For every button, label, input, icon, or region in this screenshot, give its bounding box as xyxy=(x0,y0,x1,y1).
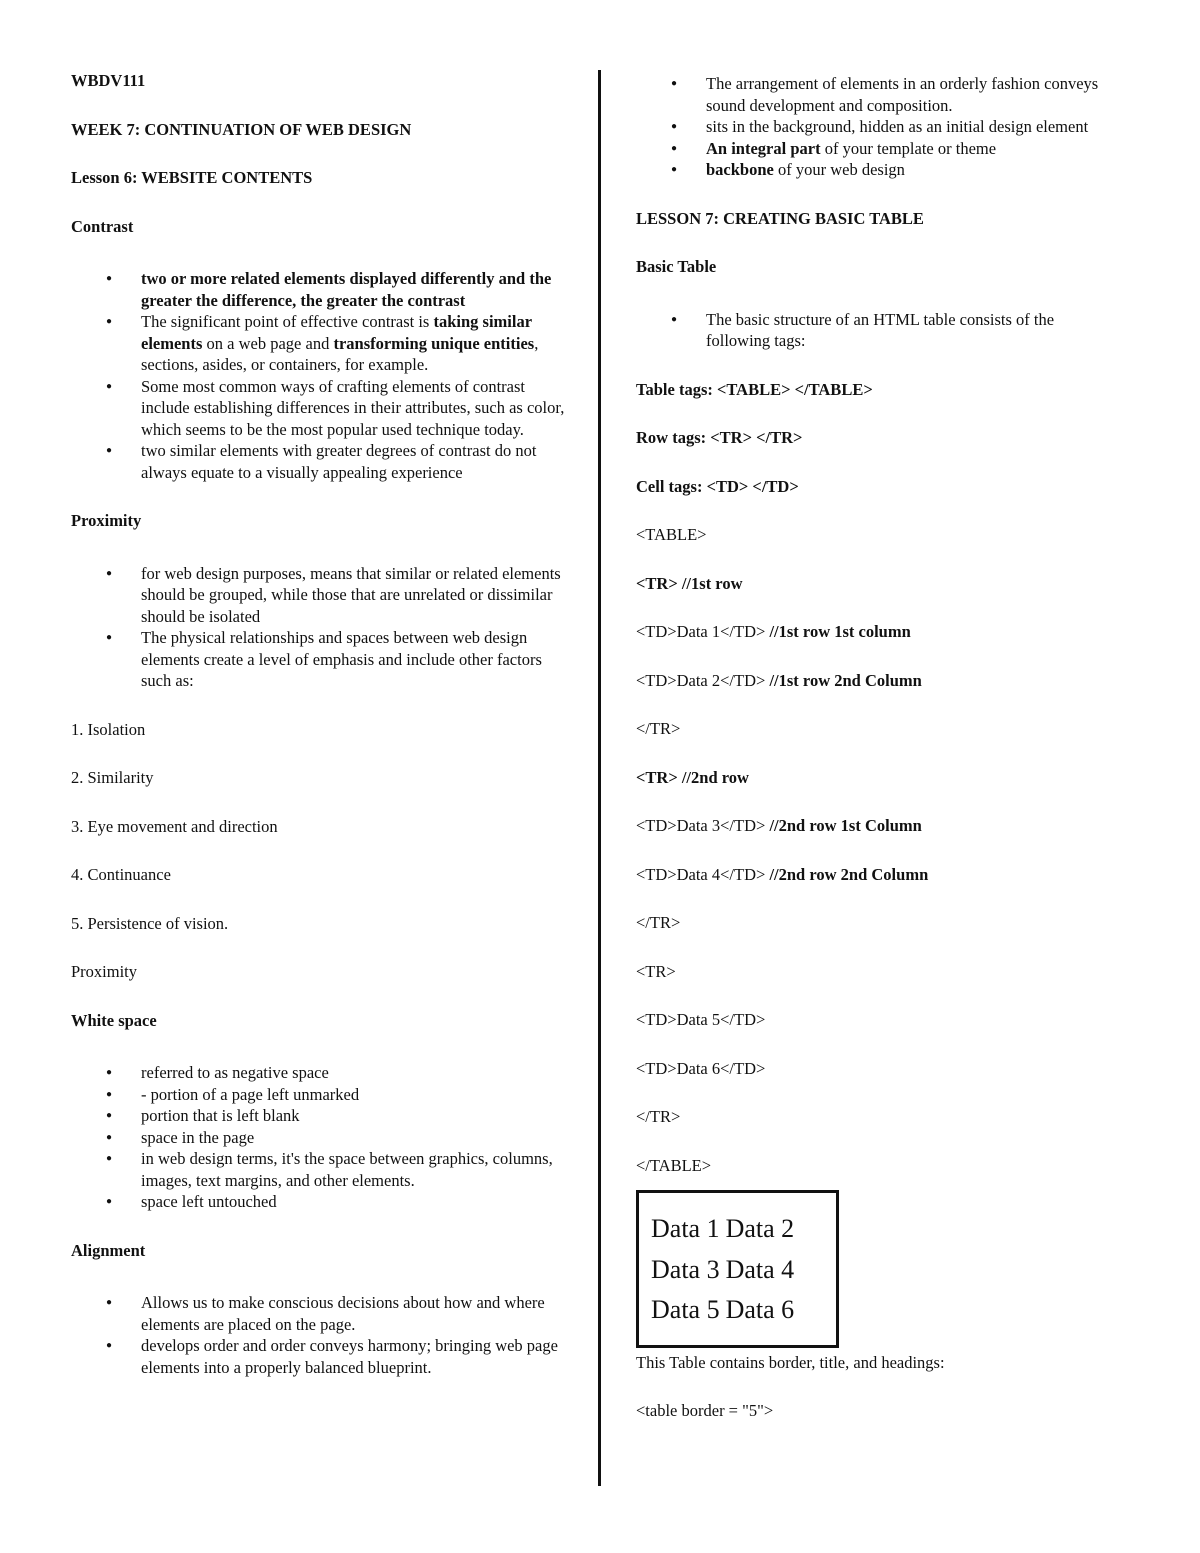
list-item: ● The physical relationships and spaces between web design elements create a level of emphasis and include other factors such as: xyxy=(106,627,576,692)
proximity-label: Proximity xyxy=(71,962,138,981)
code-line: Cell tags: <TD> </TD> xyxy=(636,476,799,496)
contrast-heading: Contrast xyxy=(71,216,134,236)
factor-1: 1. Isolation xyxy=(71,719,146,739)
basic-table-heading: Basic Table xyxy=(636,257,717,276)
list-item: ● two similar elements with greater degrees of contrast do not always equate to a visually appealing experience xyxy=(106,440,576,483)
table-cell: Data 5 xyxy=(651,1295,720,1324)
table-cell: Data 2 xyxy=(725,1214,795,1243)
lesson-title: Lesson 6: WEBSITE CONTENTS xyxy=(71,168,313,187)
code-line: </TR> xyxy=(636,913,681,932)
list-item: ● develops order and order conveys harmony; bringing web page elements into a properly balanced blueprint. xyxy=(106,1335,576,1378)
list-item: ● backbone of your web design xyxy=(671,159,1116,181)
code-line-text: <TD>Data 1</TD> //1st row 1st column xyxy=(636,622,911,641)
code-line: <TD>Data 2</TD> //1st row 2nd Column xyxy=(636,670,922,690)
whitespace-heading: White space xyxy=(71,1010,157,1030)
course-code: WBDV111 xyxy=(71,71,146,90)
contrast-list xyxy=(106,268,576,483)
right-column xyxy=(636,73,1116,1422)
code-line: <table border = "5"> xyxy=(636,1401,774,1420)
code-line: <TD>Data 6</TD> xyxy=(636,1058,766,1078)
code-line: Row tags: <TR> </TR> xyxy=(636,428,803,447)
list-item: ● The arrangement of elements in an orderly fashion conveys sound development and composition. xyxy=(671,73,1116,116)
alignment-list xyxy=(106,1292,576,1378)
list-item: ● in web design terms, it's the space between graphics, columns, images, text margins, and other elements. xyxy=(106,1148,576,1191)
list-item: ● An integral part of your template or theme xyxy=(671,138,1116,160)
column-divider xyxy=(598,70,601,1486)
table-row xyxy=(651,1250,824,1291)
table-cell: Data 3 xyxy=(651,1254,720,1284)
list-item: ● Allows us to make conscious decisions about how and where elements are placed on the page. xyxy=(106,1292,576,1335)
list-item: ● The significant point of effective contrast is taking similar elements on a web page and transforming unique entities, sections, asides, or containers, for example. xyxy=(106,311,576,376)
list-item: ● space left untouched xyxy=(106,1191,576,1213)
table-caption: This Table contains border, title, and headings: xyxy=(636,1352,945,1372)
code-line: Table tags: <TABLE> </TABLE> xyxy=(636,379,873,399)
proximity-list xyxy=(106,563,576,692)
proximity-heading: Proximity xyxy=(71,511,142,530)
code-line: </TR> xyxy=(636,719,681,738)
factor-2: 2. Similarity xyxy=(71,768,154,787)
table-cell: Data 4 xyxy=(725,1254,795,1284)
layout-list xyxy=(671,73,1116,181)
factor-3: 3. Eye movement and direction xyxy=(71,816,278,836)
list-item: ● sits in the background, hidden as an initial design element xyxy=(671,116,1116,138)
list-item: ● Some most common ways of crafting elements of contrast include establishing differences in their attributes, such as color, which seems to be the most popular used technique today. xyxy=(106,376,576,441)
list-item: ● portion that is left blank xyxy=(106,1105,576,1127)
list-item: ● space in the page xyxy=(106,1127,576,1149)
basic-table-list xyxy=(671,309,1116,352)
list-item: ● The basic structure of an HTML table consists of the following tags: xyxy=(671,309,1116,352)
code-line: <TD>Data 4</TD> //2nd row 2nd Column xyxy=(636,864,929,884)
code-line: </TABLE> xyxy=(636,1155,712,1175)
code-line: <TD>Data 5</TD> xyxy=(636,1010,766,1029)
whitespace-list xyxy=(106,1062,576,1213)
table-cell: Data 1 xyxy=(651,1214,720,1243)
table-row xyxy=(651,1209,824,1250)
factor-4: 4. Continuance xyxy=(71,865,171,884)
code-line xyxy=(636,621,1116,643)
list-item: ● referred to as negative space xyxy=(106,1062,576,1084)
list-item: ● - portion of a page left unmarked xyxy=(106,1084,576,1106)
code-line: <TABLE> xyxy=(636,525,707,544)
list-item: ● two or more related elements displayed differently and the greater the difference, the greater the contrast xyxy=(106,268,576,311)
code-line: </TR> xyxy=(636,1107,681,1126)
list-item: ● for web design purposes, means that similar or related elements should be grouped, while those that are unrelated or dissimilar should be isolated xyxy=(106,563,576,628)
code-line: <TR> //1st row xyxy=(636,573,743,593)
lesson7-title: LESSON 7: CREATING BASIC TABLE xyxy=(636,208,924,228)
left-column xyxy=(71,70,576,1378)
week-title: WEEK 7: CONTINUATION OF WEB DESIGN xyxy=(71,119,412,139)
alignment-heading: Alignment xyxy=(71,1240,146,1260)
code-line: <TR> //2nd row xyxy=(636,767,749,787)
rendered-table-example xyxy=(636,1190,839,1348)
table-cell: Data 6 xyxy=(725,1295,795,1324)
code-line: <TD>Data 3</TD> //2nd row 1st Column xyxy=(636,816,922,835)
table-row xyxy=(651,1290,824,1331)
factor-5: 5. Persistence of vision. xyxy=(71,913,229,933)
code-line: <TR> xyxy=(636,961,676,981)
